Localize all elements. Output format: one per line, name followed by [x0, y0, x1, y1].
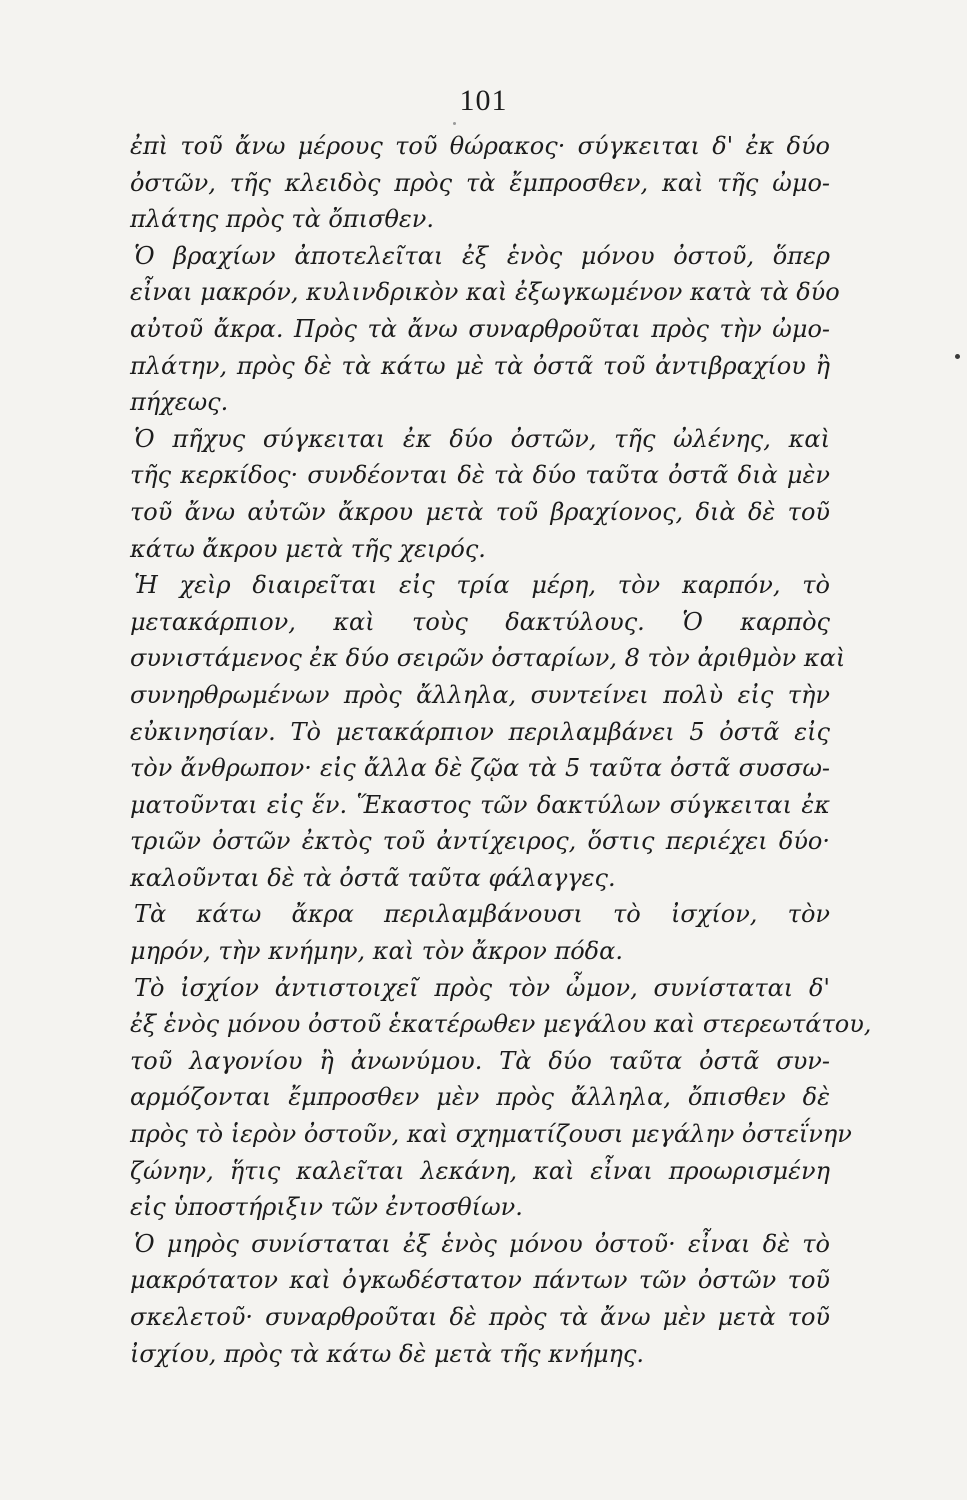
text-line: εἶναι μακρόν, κυλινδρικὸν καὶ ἐξωγκωμένον κατὰ τὰ δύο: [130, 278, 840, 307]
text-line: Ὁ βραχίων ἀποτελεῖται ἐξ ἑνὸς μόνου ὀστοῦ, ὅπερ: [134, 241, 830, 270]
margin-dot: [955, 354, 960, 359]
text-line: τριῶν ὀστῶν ἐκτὸς τοῦ ἀντίχειρος, ὅστις περιέχει δύο·: [130, 827, 830, 856]
text-line: Ἡ χεὶρ διαιρεῖται εἰς τρία μέρη, τὸν καρπόν, τὸ: [134, 571, 830, 600]
text-line: αρμόζονται ἔμπροσθεν μὲν πρὸς ἄλληλα, ὄπισθεν δὲ: [130, 1083, 830, 1112]
text-line: ἐπὶ τοῦ ἄνω μέρους τοῦ θώρακος· σύγκειται δ' ἐκ δύο: [130, 132, 830, 160]
page-number: 101: [459, 84, 508, 117]
text-line: συνιστάμενος ἐκ δύο σειρῶν ὀσταρίων, 8 τὸν ἀριθμὸν καὶ: [130, 644, 846, 673]
text-line: Ὁ πῆχυς σύγκειται ἐκ δύο ὀστῶν, τῆς ὠλένης, καὶ: [134, 424, 830, 453]
text-line: μηρόν, τὴν κνήμην, καὶ τὸν ἄκρον πόδα.: [130, 937, 623, 966]
text-line: πρὸς τὸ ἱερὸν ὀστοῦν, καὶ σχηματίζουσι μεγάλην ὀστεΐνην: [130, 1120, 852, 1149]
text-line: εὐκινησίαν. Τὸ μετακάρπιον περιλαμβάνει 5 ὀστᾶ εἰς: [130, 717, 830, 746]
text-line: συνηρθρωμένων πρὸς ἄλληλα, συντείνει πολὺ εἰς τὴν: [130, 680, 830, 709]
text-line: αὐτοῦ ἄκρα. Πρὸς τὰ ἄνω συναρθροῦται πρὸς τὴν ὠμο-: [130, 314, 830, 343]
text-line: καλοῦνται δὲ τὰ ὀστᾶ ταῦτα φάλαγγες.: [130, 863, 616, 892]
text-line: πήχεως.: [130, 388, 229, 417]
text-line: ἐξ ἑνὸς μόνου ὀστοῦ ἑκατέρωθεν μεγάλου καὶ στερεωτάτου,: [130, 1010, 872, 1039]
body-text: [130, 128, 872, 1372]
text-line: πλάτης πρὸς τὰ ὄπισθεν.: [130, 205, 434, 234]
text-line: κάτω ἄκρου μετὰ τῆς χειρός.: [130, 534, 486, 563]
text-line: τοῦ ἄνω αὐτῶν ἄκρου μετὰ τοῦ βραχίονος, διὰ δὲ τοῦ: [130, 497, 830, 526]
text-line: πλάτην, πρὸς δὲ τὰ κάτω μὲ τὰ ὀστᾶ τοῦ ἀντιβραχίου ἢ: [130, 351, 830, 380]
text-line: ζώνην, ἥτις καλεῖται λεκάνη, καὶ εἶναι προωρισμένη: [130, 1156, 830, 1185]
text-line: ὀστῶν, τῆς κλειδὸς πρὸς τὰ ἔμπροσθεν, καὶ τῆς ὠμο-: [130, 168, 830, 197]
text-line: Ὁ μηρὸς συνίσταται ἐξ ἑνὸς μόνου ὀστοῦ· εἶναι δὲ τὸ: [134, 1229, 830, 1258]
text-line: τὸν ἄνθρωπον· εἰς ἄλλα δὲ ζῷα τὰ 5 ταῦτα ὀστᾶ συσσω-: [130, 754, 830, 783]
text-line: Τὸ ἰσχίον ἀντιστοιχεῖ πρὸς τὸν ὦμον, συνίσταται δ': [134, 973, 830, 1002]
text-line: τῆς κερκίδος· συνδέονται δὲ τὰ δύο ταῦτα ὀστᾶ διὰ μὲν: [130, 461, 830, 490]
text-line: τοῦ λαγονίου ἢ ἀνωνύμου. Τὰ δύο ταῦτα ὀστᾶ συν-: [130, 1046, 830, 1075]
text-line: ματοῦνται εἰς ἕν. Ἕκαστος τῶν δακτύλων σύγκειται ἐκ: [130, 790, 830, 819]
text-line: Τὰ κάτω ἄκρα περιλαμβάνουσι τὸ ἰσχίον, τὸν: [134, 900, 830, 929]
text-line: εἰς ὑποστήριξιν τῶν ἐντοσθίων.: [130, 1193, 523, 1222]
text-line: μετακάρπιον, καὶ τοὺς δακτύλους. Ὁ καρπὸς: [130, 607, 830, 636]
text-line: μακρότατον καὶ ὀγκωδέστατον πάντων τῶν ὀστῶν τοῦ: [130, 1266, 830, 1295]
text-line: σκελετοῦ· συναρθροῦται δὲ πρὸς τὰ ἄνω μὲν μετὰ τοῦ: [130, 1303, 830, 1331]
print-speck: [453, 122, 456, 125]
text-line: ἰσχίου, πρὸς τὰ κάτω δὲ μετὰ τῆς κνήμης.: [130, 1339, 645, 1368]
